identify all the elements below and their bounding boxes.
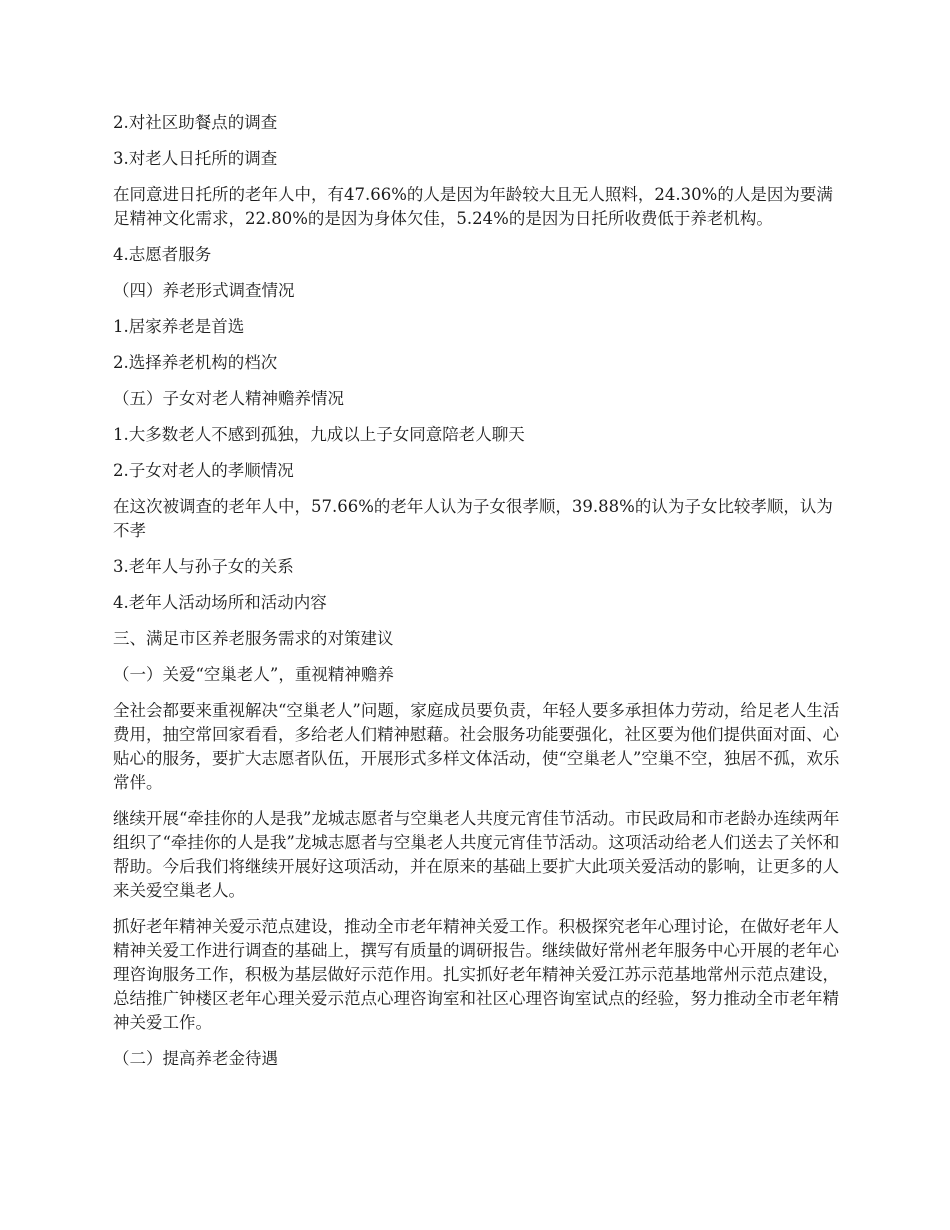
section-heading-empty-nest: （一）关爱“空巢老人”，重视精神赡养: [113, 665, 394, 684]
paragraph-filial-piety-stats: 在这次被调查的老年人中，57.66%的老年人认为子女很孝顺，39.88%的认为子女比较孝顺，认为不孝: [113, 497, 833, 540]
section-heading-pension: （二）提高养老金待遇: [113, 1049, 278, 1068]
subheading-day-care-survey: 3.对老人日托所的调查: [113, 149, 278, 168]
paragraph-day-care-reasons: 在同意进日托所的老年人中，有47.66%的人是因为年龄较大且无人照料，24.30%的人是因为要满足精神文化需求，22.80%的是因为身体欠佳，5.24%的是因为日托所收费低于养老机构。: [113, 185, 833, 228]
paragraph-lantern-festival-activity: 继续开展“牵挂你的人是我”龙城志愿者与空巢老人共度元宵佳节活动。市民政局和市老龄办连续两年组织了“牵挂你的人是我”龙城志愿者与空巢老人共度元宵佳节活动。这项活动给老人们送去了关怀和帮助。今后我们将继续开展好这项活动，并在原来的基础上要扩大此项关爱活动的影响，让更多的人来关爱空巢老人。: [113, 809, 840, 900]
subheading-volunteer-service: 4.志愿者服务: [113, 245, 212, 264]
subheading-grandchildren: 3.老年人与孙子女的关系: [113, 557, 294, 576]
subheading-activity-venues: 4.老年人活动场所和活动内容: [113, 593, 327, 612]
paragraph-empty-nest-society: 全社会都要来重视解决“空巢老人”问题，家庭成员要负责，年轻人要多承担体力劳动，给足老人生活费用，抽空常回家看看，多给老人们精神慰藉。社会服务功能要强化，社区要为他们提供面对面、心贴心的服务，要扩大志愿者队伍，开展形式多样文体活动，使“空巢老人”空巢不空，独居不孤，欢乐常伴。: [113, 701, 840, 792]
section-heading-care-forms: （四）养老形式调查情况: [113, 281, 295, 300]
subheading-institution-grade: 2.选择养老机构的档次: [113, 353, 278, 372]
subheading-home-care-first: 1.居家养老是首选: [113, 317, 245, 336]
paragraph-demonstration-sites: 抓好老年精神关爱示范点建设，推动全市老年精神关爱工作。积极探究老年心理讨论，在做好老年人精神关爱工作进行调查的基础上，撰写有质量的调研报告。继续做好常州老年服务中心开展的老年心理咨询服务工作，积极为基层做好示范作用。扎实抓好老年精神关爱江苏示范基地常州示范点建设，总结推广钟楼区老年心理关爱示范点心理咨询室和社区心理咨询室试点的经验，努力推动全市老年精神关爱工作。: [113, 917, 839, 1032]
subheading-not-lonely: 1.大多数老人不感到孤独，九成以上子女同意陪老人聊天: [113, 425, 525, 444]
subheading-community-meal-survey: 2.对社区助餐点的调查: [113, 113, 278, 132]
document-body: [113, 111, 843, 1083]
chapter-heading-recommendations: 三、满足市区养老服务需求的对策建议: [113, 629, 394, 648]
section-heading-spiritual-support: （五）子女对老人精神赡养情况: [113, 389, 344, 408]
subheading-filial-piety: 2.子女对老人的孝顺情况: [113, 461, 294, 480]
